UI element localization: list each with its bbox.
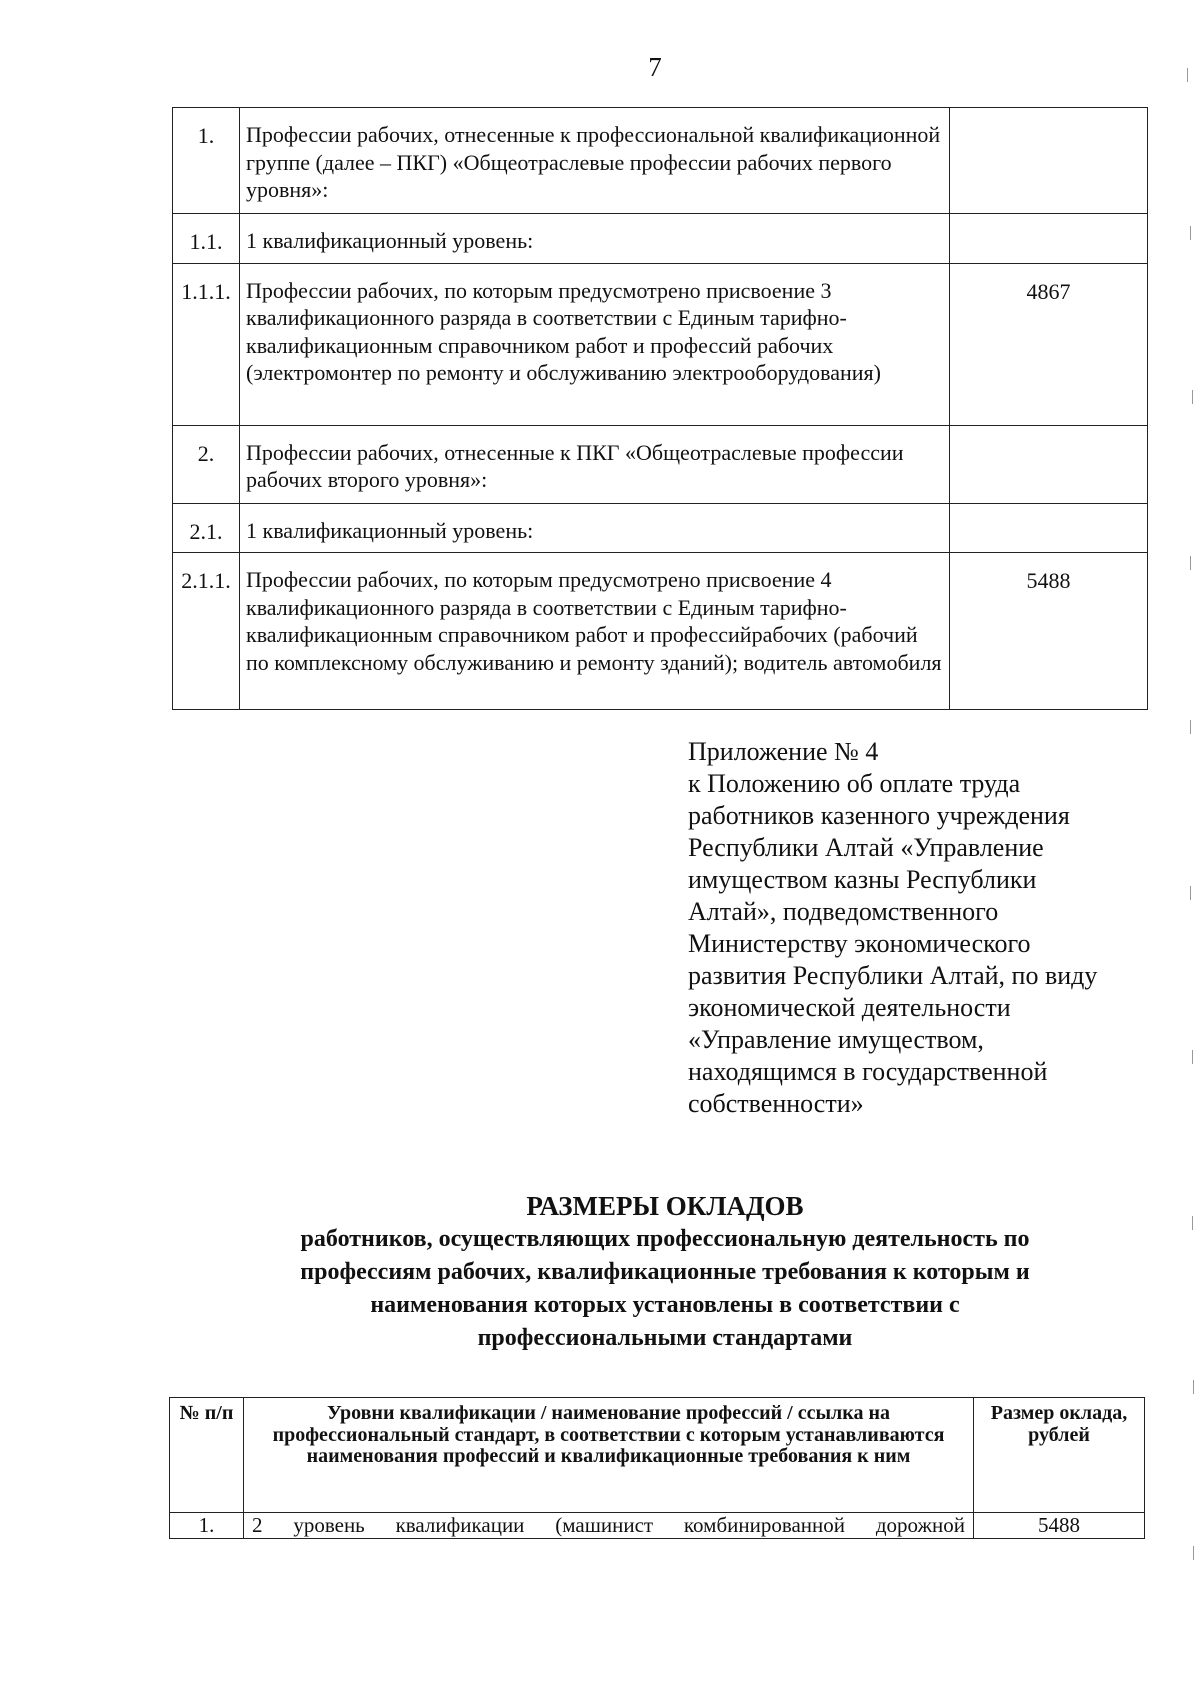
table-row	[173, 108, 1148, 214]
row-number: 1.1.	[173, 214, 240, 264]
scan-edge-mark	[1193, 1380, 1194, 1394]
appendix-line: собственности»	[688, 1089, 864, 1118]
row-description: Профессии рабочих, по которым предусмотрено присвоение 3 квалификационного разряда в соответствии с Единым тарифно-квалификационным справочником работ и профессий рабочих (электромонтер по ремонту и обслуживанию электрооборудования)	[240, 263, 950, 425]
header-number: № п/п	[170, 1398, 244, 1513]
appendix-line: находящимся в государственной	[688, 1057, 1048, 1086]
table-header-row	[170, 1398, 1145, 1513]
table-row	[173, 503, 1148, 553]
heading-title: РАЗМЕРЫ ОКЛАДОВ	[526, 1191, 804, 1221]
row-description: Профессии рабочих, по которым предусмотрено присвоение 4 квалификационного разряда в соответствии с Единым тарифно-квалификационным справочником работ и профессийрабочих (рабочий по комплексному обслуживанию и ремонту зданий); водитель автомобиля	[240, 553, 950, 710]
header-description: Уровни квалификации / наименование профессий / ссылка на профессиональный стандарт, в соответствии с которым устанавливаются наименования профессий и квалификационные требования к ним	[244, 1398, 974, 1513]
scan-edge-mark	[1190, 886, 1191, 900]
heading-subtitle-line: профессиональными стандартами	[477, 1325, 853, 1351]
scan-edge-mark	[1192, 390, 1193, 404]
salary-table-professional-standards	[169, 1397, 1145, 1539]
row-salary	[950, 425, 1148, 503]
appendix-line: «Управление имуществом,	[688, 1025, 984, 1054]
table-row	[173, 214, 1148, 264]
row-salary: 5488	[950, 553, 1148, 710]
row-description: Профессии рабочих, отнесенные к профессиональной квалификационной группе (далее – ПКГ) «Общеотраслевые профессии рабочих первого уровня»:	[240, 108, 950, 214]
row-salary: 5488	[974, 1513, 1145, 1539]
row-number: 2.1.1.	[173, 553, 240, 710]
scan-edge-mark	[1192, 1050, 1193, 1064]
scan-edge-mark	[1190, 226, 1191, 240]
heading-subtitle-line: наименования которых установлены в соответствии с	[370, 1292, 960, 1318]
scan-edge-mark	[1190, 720, 1191, 734]
appendix-line: Республики Алтай «Управление	[688, 833, 1044, 862]
appendix-line: имуществом казны Республики	[688, 865, 1037, 894]
section-heading	[230, 1190, 1100, 1354]
appendix-line: Приложение № 4	[688, 737, 879, 766]
row-salary	[950, 214, 1148, 264]
heading-subtitle-line: профессиям рабочих, квалификационные требования к которым и	[300, 1259, 1030, 1285]
appendix-line: Министерству экономического	[688, 929, 1031, 958]
table-row	[173, 425, 1148, 503]
appendix-line: развития Республики Алтай, по виду	[688, 961, 1098, 990]
row-number: 1.	[170, 1513, 244, 1539]
row-number: 1.1.1.	[173, 263, 240, 425]
page-number: 7	[648, 52, 662, 82]
appendix-line: к Положению об оплате труда	[688, 769, 1021, 798]
row-salary	[950, 108, 1148, 214]
row-salary	[950, 503, 1148, 553]
row-description: 1 квалификационный уровень:	[240, 214, 950, 264]
row-number: 1.	[173, 108, 240, 214]
scan-edge-mark	[1192, 1216, 1193, 1230]
row-description: Профессии рабочих, отнесенные к ПКГ «Общеотраслевые профессии рабочих второго уровня»:	[240, 425, 950, 503]
header-salary: Размер оклада, рублей	[974, 1398, 1145, 1513]
scan-edge-mark	[1190, 556, 1191, 570]
row-description: 2 уровень квалификации (машинист комбинированной дорожной	[244, 1513, 974, 1539]
scan-edge-mark	[1187, 68, 1188, 82]
table-row	[173, 553, 1148, 710]
appendix-line: работников казенного учреждения	[688, 801, 1070, 830]
appendix-line: экономической деятельности	[688, 993, 1011, 1022]
table-row	[170, 1513, 1145, 1539]
row-number: 2.	[173, 425, 240, 503]
row-salary: 4867	[950, 263, 1148, 425]
salary-table-workers	[172, 107, 1148, 710]
appendix-note	[688, 736, 1158, 1120]
appendix-line: Алтай», подведомственного	[688, 897, 999, 926]
row-description: 1 квалификационный уровень:	[240, 503, 950, 553]
table-row	[173, 263, 1148, 425]
row-number: 2.1.	[173, 503, 240, 553]
scan-edge-mark	[1193, 1546, 1194, 1560]
heading-subtitle-line: работников, осуществляющих профессиональную деятельность по	[300, 1226, 1030, 1252]
